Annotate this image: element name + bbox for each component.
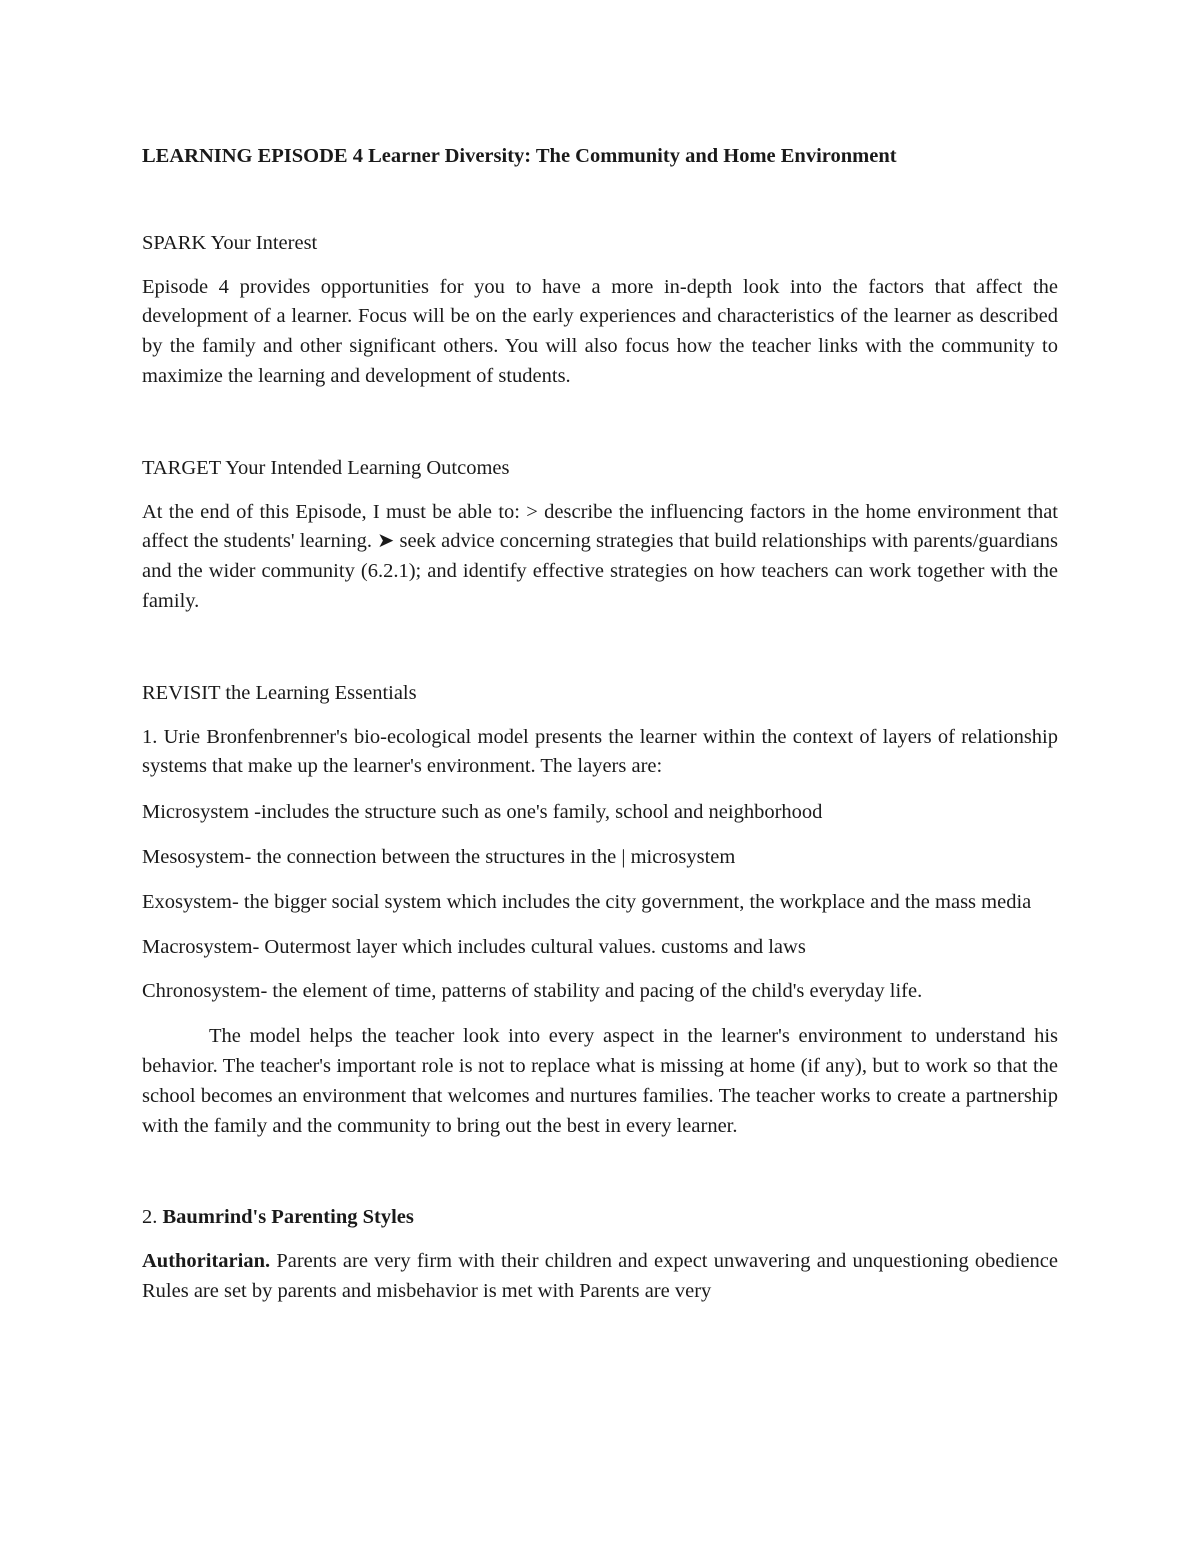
revisit-summary: The model helps the teacher look into every aspect in the learner's environment to understand his behavior. The teacher's important role is not to replace what is missing at home (if any), but to work so that the school becomes an environment that welcomes and nurtures families. The teacher works to create a partnership with the family and the community to bring out the best in every learner. [142, 1025, 1058, 1137]
authoritarian-term: Authoritarian. [142, 1250, 271, 1273]
spark-heading: SPARK Your Interest [142, 231, 318, 254]
authoritarian-paragraph [142, 1247, 1058, 1307]
layer-exosystem: Exosystem- the bigger social system which includes the city government, the workplace and the mass media [142, 890, 1032, 913]
document-content [142, 142, 1058, 1323]
revisit-heading: REVISIT the Learning Essentials [142, 681, 417, 704]
layer-chronosystem: Chronosystem- the element of time, patterns of stability and pacing of the child's everyday life. [142, 980, 923, 1003]
layer-mesosystem: Mesosystem- the connection between the structures in the | microsystem [142, 845, 736, 868]
target-body: At the end of this Episode, I must be able to: > describe the influencing factors in the home environment that affect the students' learning. ➤ seek advice concerning strategies that build relationships with parents/guardians and the wider community (6.2.1); and identify effective strategies on how teachers can work together with the family. [142, 500, 1058, 612]
layer-microsystem: Microsystem -includes the structure such as one's family, school and neighborhood [142, 801, 823, 824]
document-title: LEARNING EPISODE 4 Learner Diversity: The Community and Home Environment [142, 145, 897, 167]
spark-body: Episode 4 provides opportunities for you to have a more in-depth look into the factors that affect the development of a learner. Focus will be on the early experiences and characteristics of the learner as described by the family and other significant others. You will also focus how the teacher links with the community to maximize the learning and development of students. [142, 275, 1058, 387]
parenting-number: 2. [142, 1206, 158, 1229]
parenting-title: Baumrind's Parenting Styles [162, 1206, 414, 1229]
parenting-heading [142, 1203, 1058, 1233]
target-heading: TARGET Your Intended Learning Outcomes [142, 456, 510, 479]
authoritarian-body: Parents are very firm with their children and expect unwavering and unquestioning obedience Rules are set by parents and misbehavior is met with Parents are very [142, 1250, 1059, 1302]
revisit-intro: 1. Urie Bronfenbrenner's bio-ecological model presents the learner within the context of layers of relationship systems that make up the learner's environment. The layers are: [142, 725, 1058, 778]
layer-macrosystem: Macrosystem- Outermost layer which includes cultural values. customs and laws [142, 935, 806, 958]
